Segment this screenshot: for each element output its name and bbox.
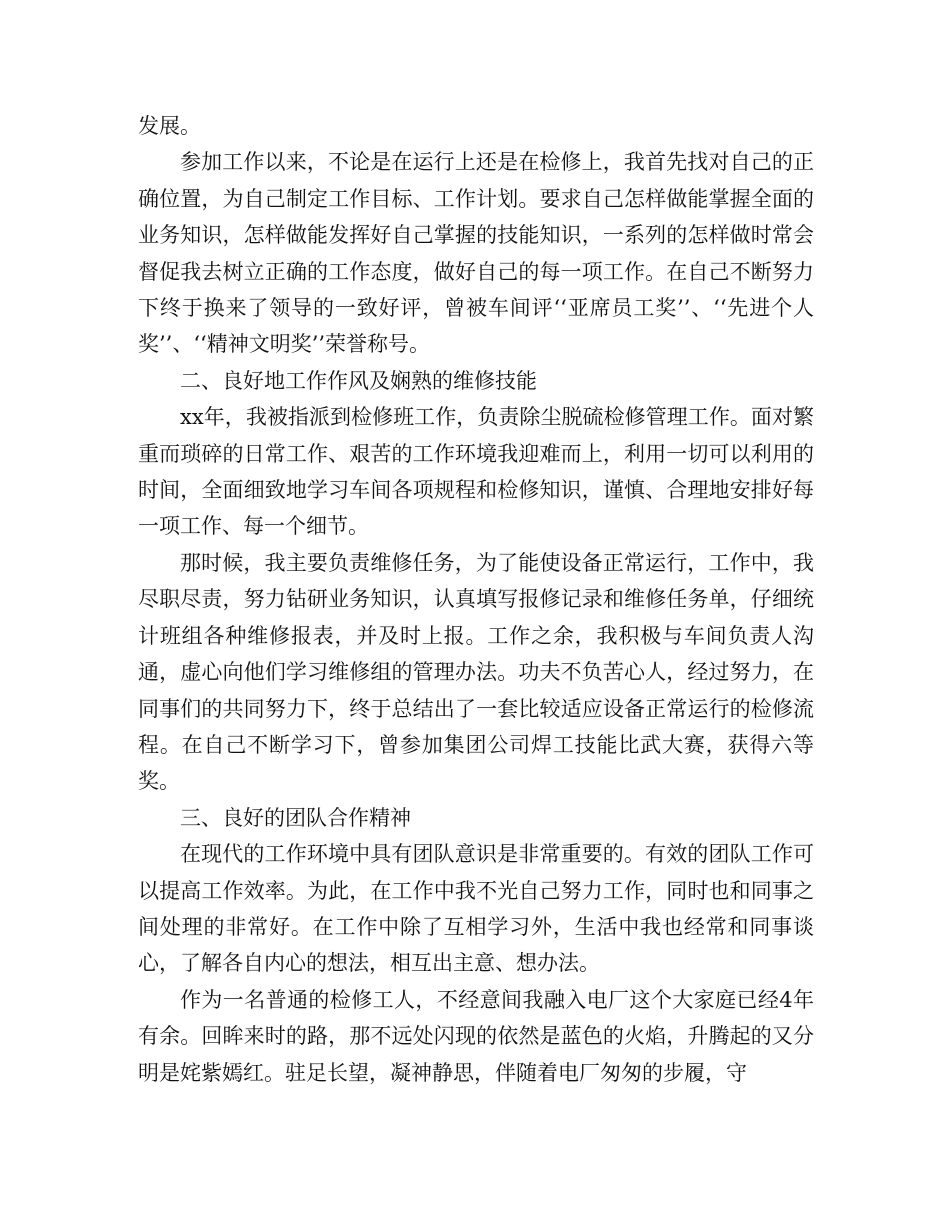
paragraph-maintenance-tasks: 那时候，我主要负责维修任务，为了能使设备正常运行，工作中，我尽职尽责，努力钻研业务知识，认真填写报修记录和维修任务单，仔细统计班组各种维修报表，并及时上报。工作之余，我积极与车间负责人沟通，虚心向他们学习维修组的管理办法。功夫不负苦心人，经过努力，在同事们的共同努力下，终于总结出了一套比较适应设备正常运行的检修流程。在自己不断学习下，曾参加集团公司焊工技能比武大赛，获得六等奖。 [138,550,814,794]
paragraph-teamwork: 在现代的工作环境中具有团队意识是非常重要的。有效的团队工作可以提高工作效率。为此，在工作中我不光自己努力工作，同时也和同事之间处理的非常好。在工作中除了互相学习外，生活中我也经常和同事谈心，了解各自内心的想法，相互出主意、想办法。 [138,842,814,976]
paragraph-maintenance-assignment: xx年，我被指派到检修班工作，负责除尘脱硫检修管理工作。面对繁重而琐碎的日常工作、艰苦的工作环境我迎难而上，利用一切可以利用的时间，全面细致地学习车间各项规程和检修知识，谨慎、合理地安排好每一项工作、每一个细节。 [138,405,814,539]
section-heading-teamwork: 三、良好的团队合作精神 [180,805,411,830]
document-body [138,108,814,1091]
paragraph-work-attitude: 参加工作以来，不论是在运行上还是在检修上，我首先找对自己的正确位置，为自己制定工作目标、工作计划。要求自己怎样做能掌握全面的业务知识，怎样做能发挥好自己掌握的技能知识，一系列的怎样做时常会督促我去树立正确的工作态度，做好自己的每一项工作。在自己不断努力下终于换来了领导的一致好评，曾被车间评‘‘亚席员工奖’’、‘‘先进个人奖’’、‘‘精神文明奖’’荣誉称号。 [138,150,814,357]
section-heading-maintenance-skills: 二、良好地工作作风及娴熟的维修技能 [180,368,537,393]
paragraph-continuation: 发展。 [138,114,201,138]
paragraph-reflection: 作为一名普通的检修工人，不经意间我融入电厂这个大家庭已经4年有余。回眸来时的路，那不远处闪现的依然是蓝色的火焰，升腾起的又分明是姹紫嫣红。驻足长望，凝神静思，伴随着电厂匆匆的步履，守 [138,987,814,1085]
